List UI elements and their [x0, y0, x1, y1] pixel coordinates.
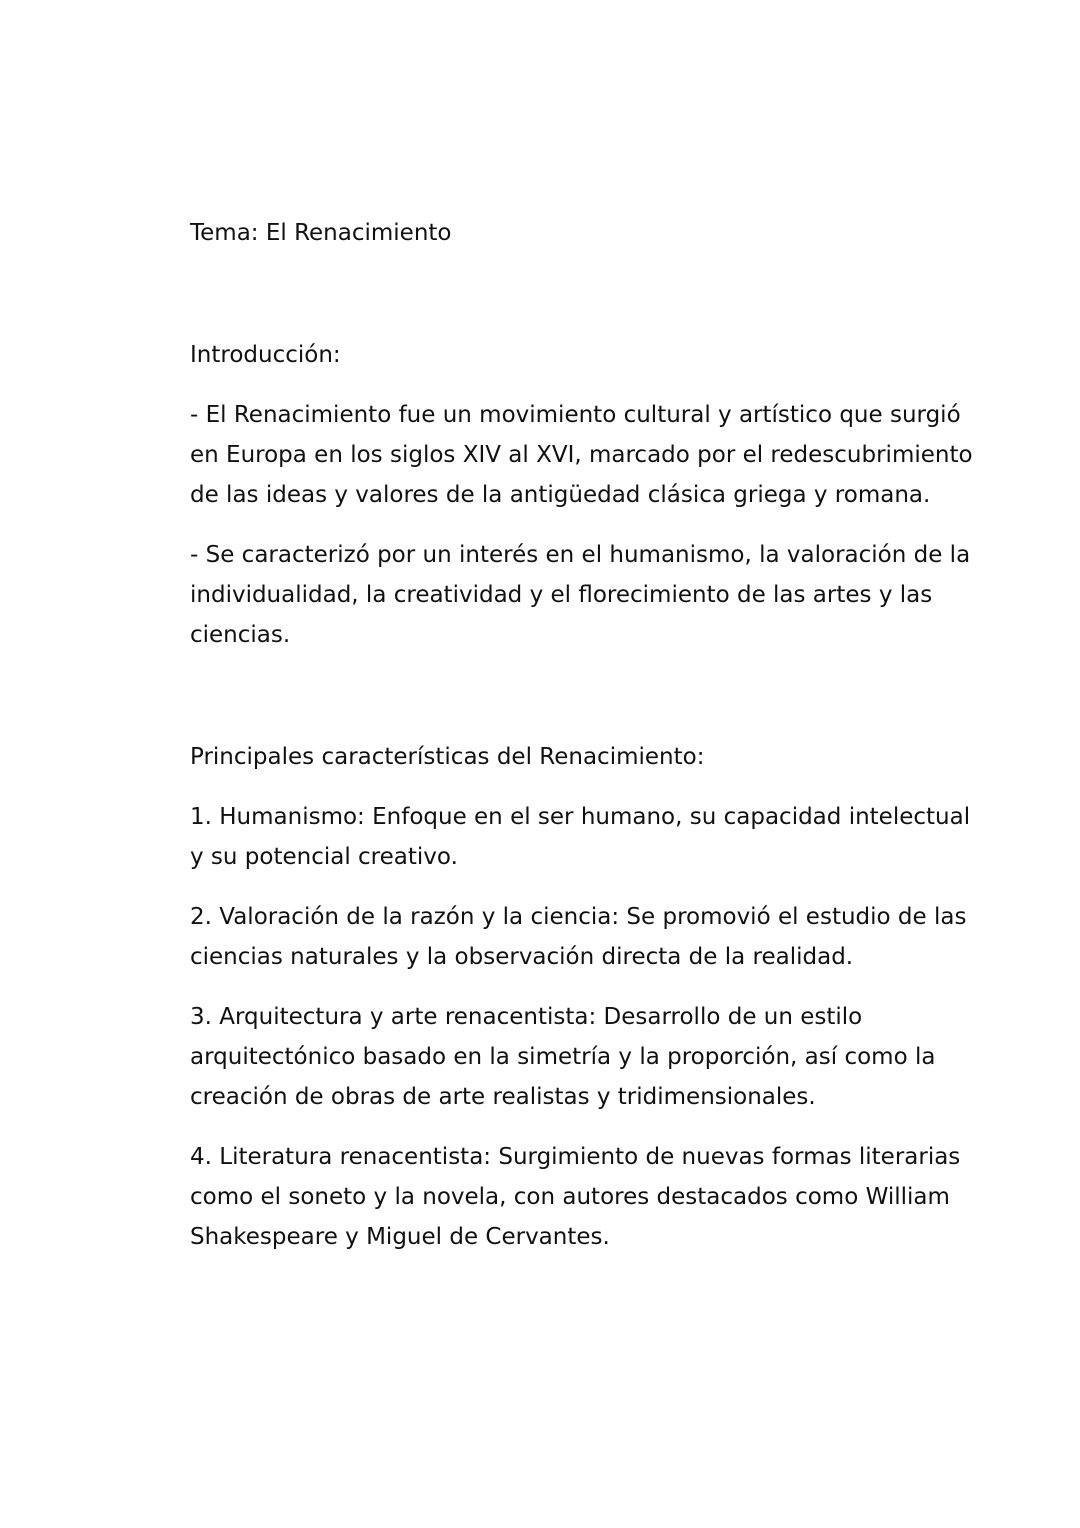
feature-item-razon-ciencia: 2. Valoración de la razón y la ciencia: Se promovió el estudio de las ciencias naturales y la observación directa de la realidad. [190, 904, 967, 970]
features-heading: Principales características del Renacimiento: [190, 744, 705, 770]
document-content [190, 213, 980, 1277]
intro-heading: Introducción: [190, 342, 341, 368]
intro-paragraph-1: - El Renacimiento fue un movimiento cultural y artístico que surgió en Europa en los siglos XIV al XVI, marcado por el redescubrimiento de las ideas y valores de la antigüedad clásica griega y romana. [190, 402, 973, 508]
feature-item-literatura: 4. Literatura renacentista: Surgimiento de nuevas formas literarias como el soneto y la novela, con autores destacados como William Shakespeare y Miguel de Cervantes. [190, 1144, 961, 1250]
feature-item-arquitectura-arte: 3. Arquitectura y arte renacentista: Desarrollo de un estilo arquitectónico basado en la simetría y la proporción, así como la creación de obras de arte realistas y tridimensionales. [190, 1004, 936, 1110]
intro-paragraph-2: - Se caracterizó por un interés en el humanismo, la valoración de la individualidad, la creatividad y el florecimiento de las artes y las ciencias. [190, 542, 971, 648]
document-title: Tema: El Renacimiento [190, 220, 452, 246]
feature-item-humanismo: 1. Humanismo: Enfoque en el ser humano, su capacidad intelectual y su potencial creativo. [190, 804, 971, 870]
